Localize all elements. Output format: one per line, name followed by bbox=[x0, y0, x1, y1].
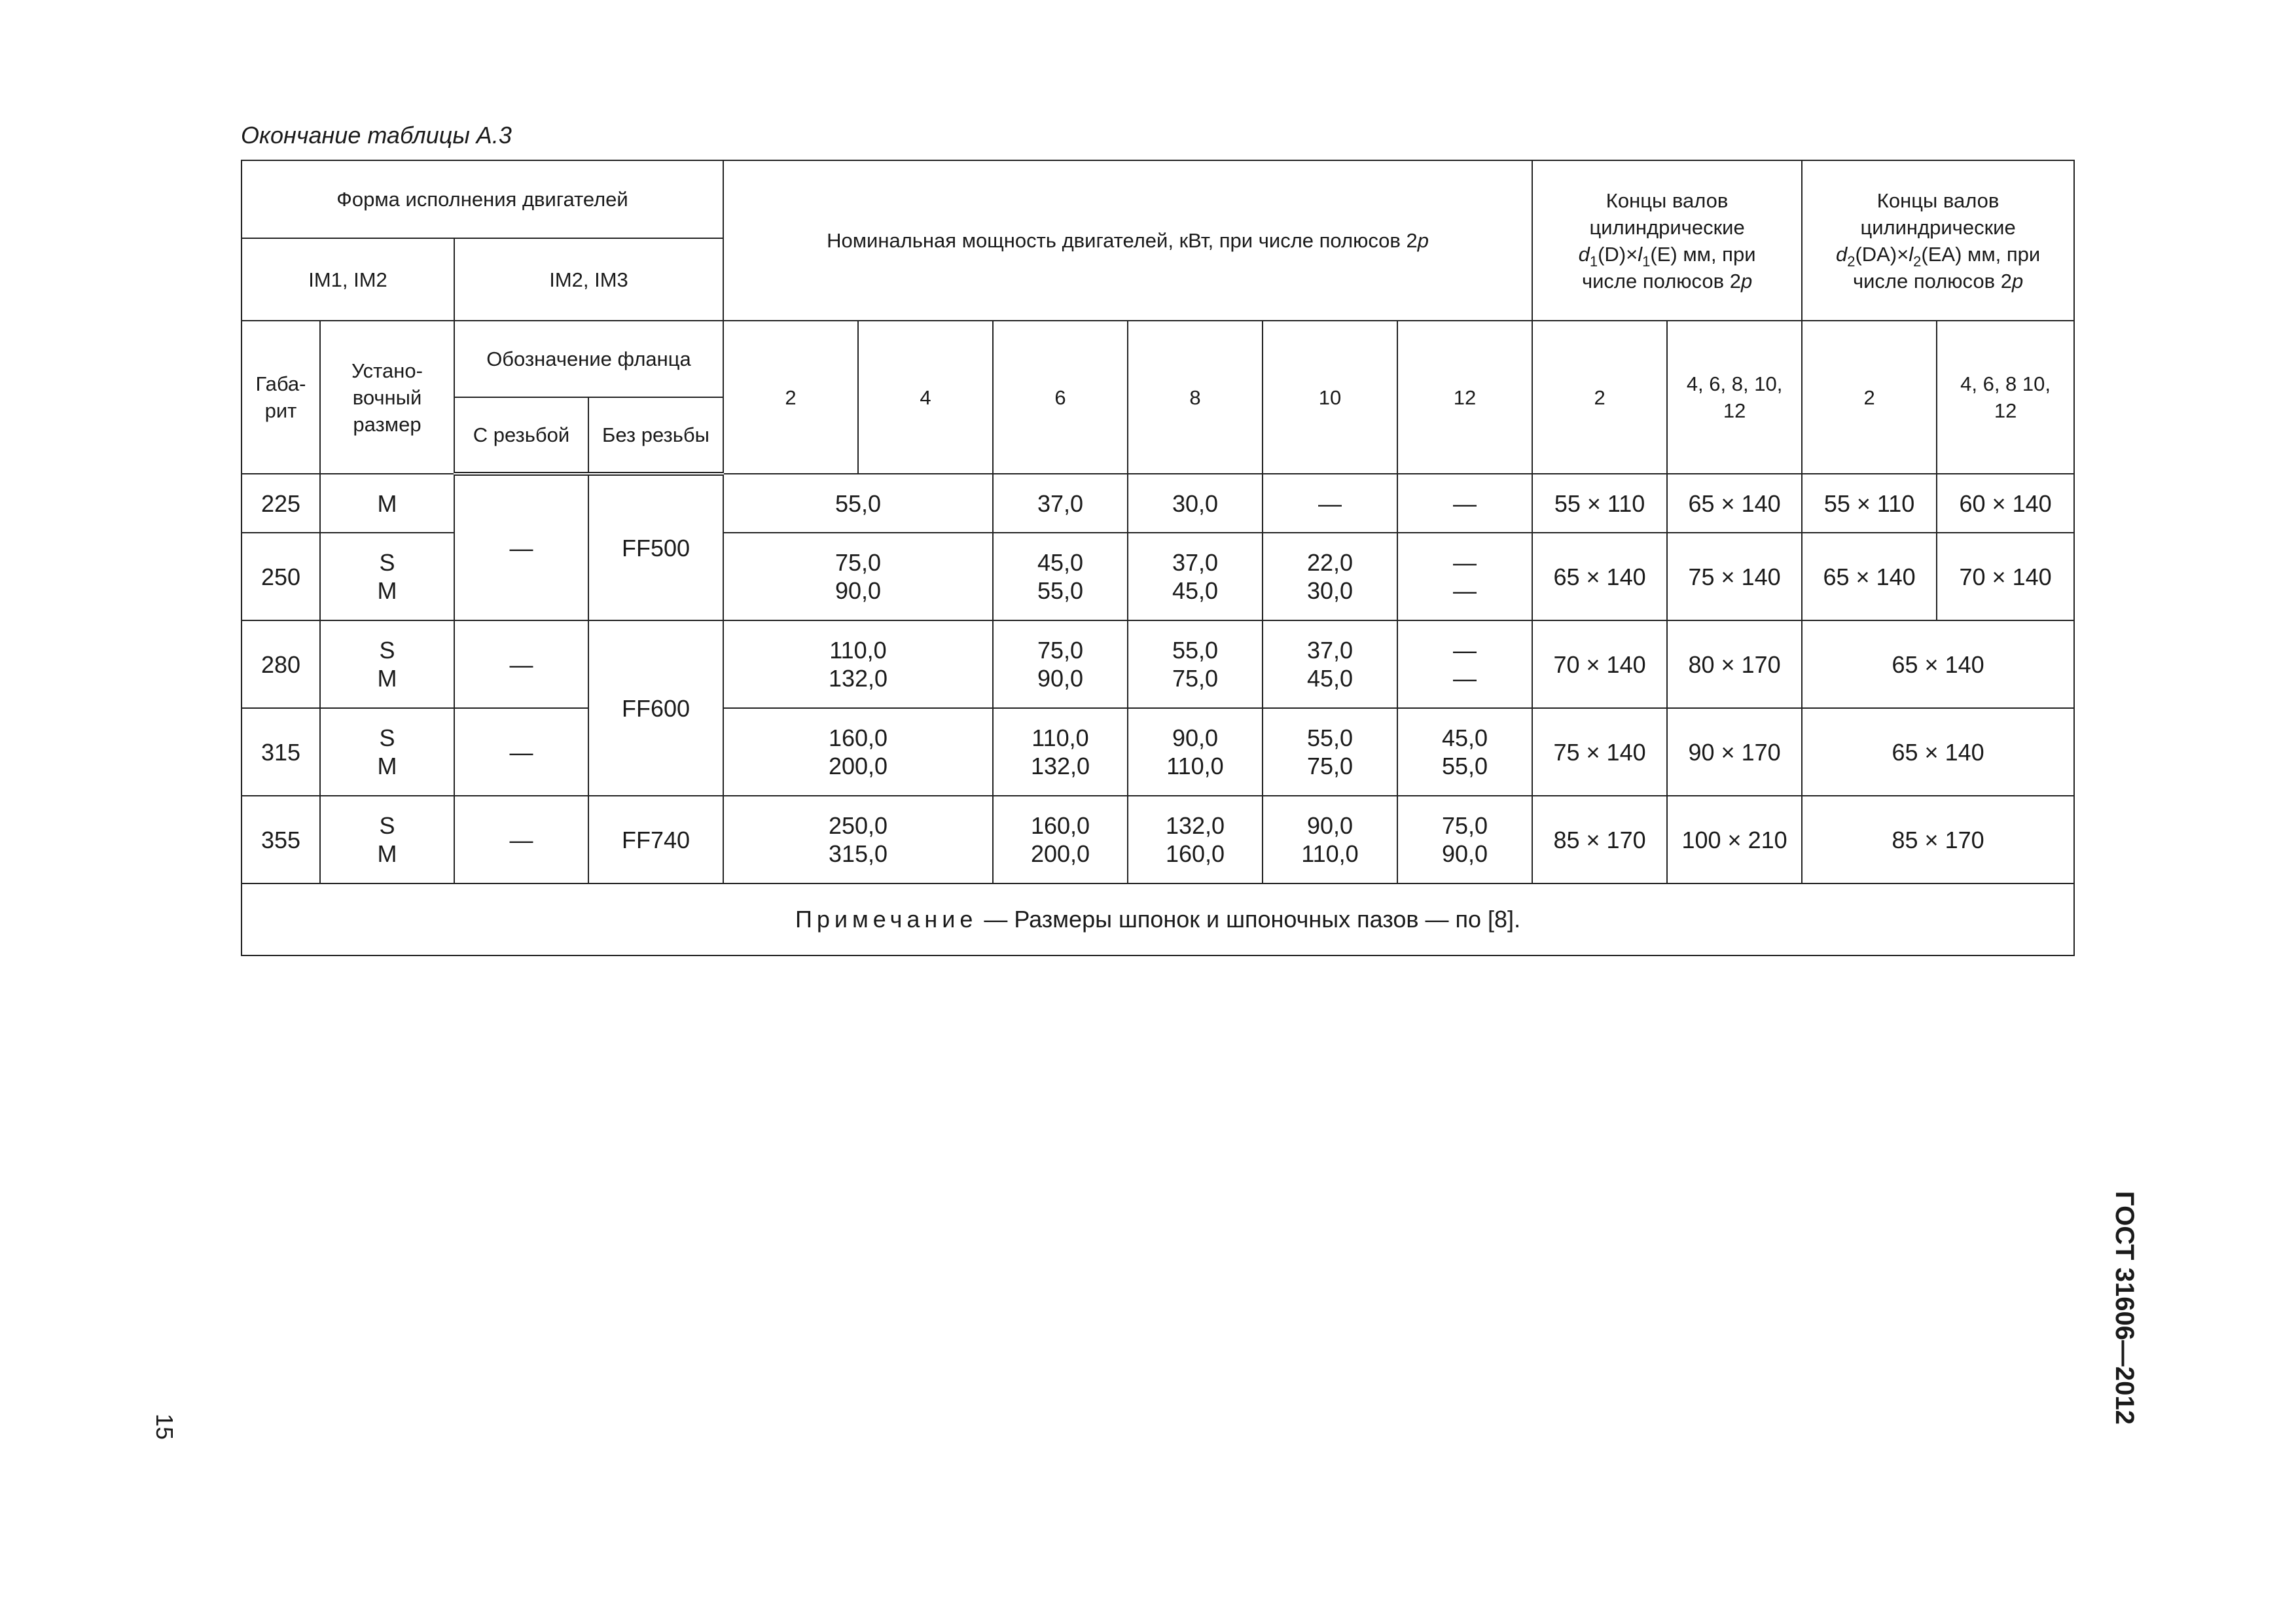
shaft1-pole-4-12-header: 4, 6, 8, 10, 12 bbox=[1667, 321, 1802, 474]
shaft-ends-2-header: Концы валов цилиндрические $d_2(DA)\times l_2(EA)$ мм, при числе полюсов 2p bbox=[1802, 160, 2074, 321]
threaded-header: С резьбой bbox=[454, 397, 588, 474]
power-6-cell: 37,0 bbox=[993, 474, 1128, 533]
shaft-ends-1-header: Концы валов цилиндрические $d_1(D)\times l_1(E)$ мм, при числе полюсов 2p bbox=[1532, 160, 1802, 321]
table-row bbox=[242, 620, 2074, 708]
shaft1-4-12-cell: 100 × 210 bbox=[1667, 796, 1802, 883]
rated-power-header: Номинальная мощность двигателей, кВт, при числе полюсов 2p bbox=[723, 160, 1532, 321]
mount-cell: S M bbox=[320, 620, 454, 708]
shaft2-pole-4-12-header: 4, 6, 8 10, 12 bbox=[1937, 321, 2074, 474]
pole-6-header: 6 bbox=[993, 321, 1128, 474]
shaft1-2-cell: 85 × 170 bbox=[1532, 796, 1667, 883]
threaded-flange-cell: — bbox=[454, 708, 588, 796]
shaft1-pole-2-header: 2 bbox=[1532, 321, 1667, 474]
pole-2-header: 2 bbox=[723, 321, 858, 474]
power-10-cell: — bbox=[1263, 474, 1397, 533]
frame-cell: 225 bbox=[242, 474, 320, 533]
power-12-cell: — — bbox=[1397, 620, 1532, 708]
table-note bbox=[242, 883, 2074, 955]
pole-12-header: 12 bbox=[1397, 321, 1532, 474]
frame-header: Габа- рит bbox=[242, 321, 320, 474]
flange-ff500-cell: FF500 bbox=[588, 474, 723, 620]
mount-cell: S M bbox=[320, 796, 454, 883]
table-note-row bbox=[242, 883, 2074, 955]
frame-cell: 250 bbox=[242, 533, 320, 620]
shaft2-pole-2-header: 2 bbox=[1802, 321, 1937, 474]
shaft1-4-12-cell: 75 × 140 bbox=[1667, 533, 1802, 620]
flange-designation-header: Обозначение фланца bbox=[454, 321, 723, 397]
shaft1-4-12-cell: 80 × 170 bbox=[1667, 620, 1802, 708]
threaded-flange-cell: — bbox=[454, 474, 588, 620]
power-2-4-cell: 250,0 315,0 bbox=[723, 796, 993, 883]
threaded-flange-cell: — bbox=[454, 620, 588, 708]
power-2-4-cell: 55,0 bbox=[723, 474, 993, 533]
power-8-cell: 132,0 160,0 bbox=[1128, 796, 1263, 883]
power-10-cell: 55,0 75,0 bbox=[1263, 708, 1397, 796]
power-12-cell: — bbox=[1397, 474, 1532, 533]
pole-4-header: 4 bbox=[858, 321, 993, 474]
pole-8-header: 8 bbox=[1128, 321, 1263, 474]
shaft1-2-cell: 70 × 140 bbox=[1532, 620, 1667, 708]
standard-designation: ГОСТ 31606—2012 bbox=[2110, 1191, 2139, 1425]
note-text: — Размеры шпонок и шпоночных пазов — по [8]. bbox=[977, 906, 1521, 933]
im2-header: IM2, IM3 bbox=[454, 238, 723, 321]
mounting-size-header: Устано- вочный размер bbox=[320, 321, 454, 474]
shaft1-2-cell: 75 × 140 bbox=[1532, 708, 1667, 796]
design-form-header: Форма исполнения двигателей bbox=[242, 160, 723, 238]
power-12-cell: — — bbox=[1397, 533, 1532, 620]
shaft1-2-cell: 65 × 140 bbox=[1532, 533, 1667, 620]
pole-10-header: 10 bbox=[1263, 321, 1397, 474]
shaft2-cell: 65 × 140 bbox=[1802, 620, 2074, 708]
power-2-4-cell: 110,0 132,0 bbox=[723, 620, 993, 708]
power-10-cell: 90,0 110,0 bbox=[1263, 796, 1397, 883]
table-caption: Окончание таблицы А.3 bbox=[241, 122, 512, 149]
power-8-cell: 55,0 75,0 bbox=[1128, 620, 1263, 708]
power-10-cell: 22,0 30,0 bbox=[1263, 533, 1397, 620]
power-2-4-cell: 75,0 90,0 bbox=[723, 533, 993, 620]
table-row bbox=[242, 708, 2074, 796]
power-12-cell: 75,0 90,0 bbox=[1397, 796, 1532, 883]
mount-cell: M bbox=[320, 474, 454, 533]
page-number: 15 bbox=[151, 1414, 178, 1440]
mount-cell: S M bbox=[320, 708, 454, 796]
power-6-cell: 110,0 132,0 bbox=[993, 708, 1128, 796]
flange-ff740-cell: FF740 bbox=[588, 796, 723, 883]
shaft2-4-12-cell: 60 × 140 bbox=[1937, 474, 2074, 533]
power-8-cell: 30,0 bbox=[1128, 474, 1263, 533]
im1-header: IM1, IM2 bbox=[242, 238, 454, 321]
unthreaded-header: Без резьбы bbox=[588, 397, 723, 474]
threaded-flange-cell: — bbox=[454, 796, 588, 883]
note-label: Примечание bbox=[795, 906, 978, 933]
shaft1-2-cell: 55 × 110 bbox=[1532, 474, 1667, 533]
table-row bbox=[242, 474, 2074, 533]
power-12-cell: 45,0 55,0 bbox=[1397, 708, 1532, 796]
shaft1-4-12-cell: 90 × 170 bbox=[1667, 708, 1802, 796]
power-8-cell: 90,0 110,0 bbox=[1128, 708, 1263, 796]
power-2-4-cell: 160,0 200,0 bbox=[723, 708, 993, 796]
shaft2-4-12-cell: 70 × 140 bbox=[1937, 533, 2074, 620]
shaft1-4-12-cell: 65 × 140 bbox=[1667, 474, 1802, 533]
frame-cell: 355 bbox=[242, 796, 320, 883]
frame-cell: 280 bbox=[242, 620, 320, 708]
power-6-cell: 160,0 200,0 bbox=[993, 796, 1128, 883]
power-6-cell: 75,0 90,0 bbox=[993, 620, 1128, 708]
table-row bbox=[242, 796, 2074, 883]
power-6-cell: 45,0 55,0 bbox=[993, 533, 1128, 620]
flange-ff600-cell: FF600 bbox=[588, 620, 723, 796]
shaft2-cell: 65 × 140 bbox=[1802, 708, 2074, 796]
shaft2-cell: 85 × 170 bbox=[1802, 796, 2074, 883]
mount-cell: S M bbox=[320, 533, 454, 620]
frame-cell: 315 bbox=[242, 708, 320, 796]
shaft2-2-cell: 65 × 140 bbox=[1802, 533, 1937, 620]
power-10-cell: 37,0 45,0 bbox=[1263, 620, 1397, 708]
power-8-cell: 37,0 45,0 bbox=[1128, 533, 1263, 620]
dimensions-table bbox=[241, 160, 2075, 956]
shaft2-2-cell: 55 × 110 bbox=[1802, 474, 1937, 533]
